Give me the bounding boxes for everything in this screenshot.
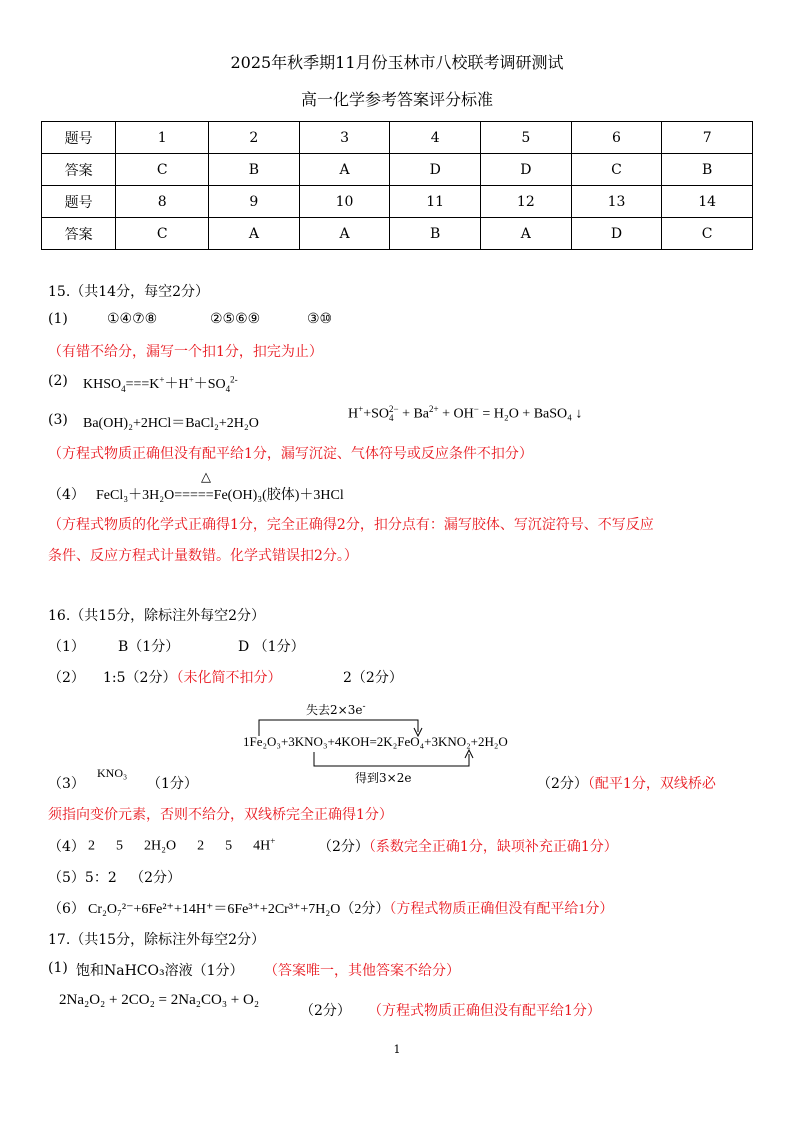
q15-p1-answer-a: ①④⑦⑧ <box>107 311 158 327</box>
table-cell: 6 <box>571 122 662 154</box>
q15-p4-equation: FeCl₃＋3H₂O=====Fe(OH)₃(胶体)＋3HCl <box>96 488 344 503</box>
q16-p1-answer-a: B（1分） <box>118 639 180 655</box>
q15-heading: 15.（共14分，每空2分） <box>48 284 209 300</box>
table-row-header: 题号 <box>42 122 116 154</box>
table-cell: A <box>299 218 390 250</box>
q15-p3-note: （方程式物质正确但没有配平给1分，漏写沉淀、气体符号或反应条件不扣分） <box>48 446 533 462</box>
table-cell: D <box>571 218 662 250</box>
table-cell: B <box>209 154 300 186</box>
q15-p1-answer-b: ②⑤⑥⑨ <box>210 311 261 327</box>
q16-p2-note: （未化简不扣分） <box>176 670 282 686</box>
page-title: 2025年秋季期11月份玉林市八校联考调研测试 <box>230 53 564 72</box>
table-row-header: 答案 <box>42 218 116 250</box>
q16-p2-label: （2） <box>48 670 85 686</box>
table-cell: 11 <box>390 186 481 218</box>
q15-p1-answer-c: ③⑩ <box>307 311 333 327</box>
q15-p2-label: (2) <box>48 373 68 389</box>
q17-p1-answer: 饱和NaHCO₃溶液（1分） <box>76 963 244 979</box>
table-cell: 3 <box>299 122 390 154</box>
q16-p4-note: （系数完全正确1分，缺项补充正确1分） <box>368 839 618 855</box>
q16-heading: 16.（共15分，除标注外每空2分） <box>48 608 265 624</box>
q16-p2-answer-b: 2（2分） <box>343 670 403 686</box>
table-cell: B <box>662 154 753 186</box>
q16-p1-answer-b: D （1分） <box>238 639 305 655</box>
table-cell: 1 <box>116 122 209 154</box>
table-cell: 5 <box>481 122 572 154</box>
q16-p4-label: （4） <box>48 839 85 855</box>
heat-delta-symbol: △ <box>201 470 211 485</box>
table-cell: B <box>390 218 481 250</box>
q17-equation-score: （2分） <box>300 1003 351 1019</box>
table-cell: A <box>481 218 572 250</box>
q16-p4-score: （2分）（系数完全正确1分，缺项补充正确1分） <box>318 839 618 855</box>
q15-p4-note-line1: （方程式物质的化学式正确得1分，完全正确得2分，扣分点有：漏写胶体、写沉淀符号、不写反应 <box>48 517 654 533</box>
q16-p5: （5）5：2 （2分） <box>48 870 181 886</box>
table-row <box>42 186 753 218</box>
bridge-equation: 1Fe₂O₃+3KNO₃+4KOH=2K₂FeO₄+3KNO₂+2H₂O <box>243 734 508 749</box>
table-cell: 7 <box>662 122 753 154</box>
table-cell: A <box>299 154 390 186</box>
table-cell: 4 <box>390 122 481 154</box>
table-cell: 14 <box>662 186 753 218</box>
q16-p6-note: （方程式物质正确但没有配平给1分） <box>389 902 614 917</box>
q17-p1-label: (1) <box>48 960 68 976</box>
q16-p3-label: （3） <box>48 776 85 792</box>
table-cell: C <box>662 218 753 250</box>
q16-p2-answer-a: 1:5（2分）（未化简不扣分） <box>103 670 282 686</box>
q16-p6-equation: Cr₂O₇²⁻+6Fe²⁺+14H⁺＝6Fe³⁺+2Cr³⁺+7H₂O（2分）（方程式物质正确但没有配平给1分） <box>88 902 614 917</box>
bridge-lost-electrons-label: 失去2×3e- <box>306 702 366 717</box>
table-cell: 9 <box>209 186 300 218</box>
answer-table <box>41 121 753 250</box>
q15-p4-label: （4） <box>48 487 85 503</box>
q16-p6-label: （6） <box>48 901 85 917</box>
q16-p3-score: （1分） <box>147 776 198 792</box>
bridge-gained-electrons-label: 得到3×2e <box>355 771 412 785</box>
page-subtitle: 高一化学参考答案评分标准 <box>300 90 493 109</box>
q16-p3-kno3: KNO₃ <box>97 766 128 780</box>
table-cell: A <box>209 218 300 250</box>
table-row-header: 答案 <box>42 154 116 186</box>
q16-p3-score2: （2分）（配平1分，双线桥必 <box>537 776 716 792</box>
table-cell: D <box>390 154 481 186</box>
table-cell: 10 <box>299 186 390 218</box>
table-row <box>42 122 753 154</box>
q15-p3-label: (3) <box>48 412 68 428</box>
table-cell: C <box>571 154 662 186</box>
table-cell: D <box>481 154 572 186</box>
q17-equation: 2Na₂O₂ + 2CO₂ = 2Na₂CO₃ + O₂ <box>59 992 260 1008</box>
q15-p3-equation-ionic: H++SO 2− 4 + $Ba^{2+} + OH^- = H_2O$ + BaSO₄ ↓ <box>348 404 583 424</box>
q15-p3-equation-molecular: Ba(OH)₂+2HCl＝BaCl₂+2H₂O <box>83 416 259 431</box>
q17-equation-note: （方程式物质正确但没有配平给1分） <box>368 1003 601 1019</box>
q15-p2-equation: $KHSO_4===K^++H^++SO_4^{2-}$ <box>83 374 238 394</box>
q16-p3-note-line2: 须指向变价元素，否则不给分，双线桥完全正确得1分） <box>48 807 393 823</box>
q15-p1-note: （有错不给分，漏写一个扣1分，扣完为止） <box>48 344 323 360</box>
q15-p1-label: (1) <box>48 311 68 327</box>
q16-p4-answer: 2 5 2H₂O 2 5 4H+ <box>88 836 276 854</box>
table-cell: 12 <box>481 186 572 218</box>
q17-heading: 17.（共15分，除标注外每空2分） <box>48 932 265 948</box>
page-number: 1 <box>393 1043 401 1056</box>
q16-p3-note-line1: （配平1分，双线桥必 <box>587 776 716 792</box>
table-row <box>42 218 753 250</box>
q17-p1-note: （答案唯一，其他答案不给分） <box>264 963 460 979</box>
q16-p1-label: （1） <box>48 639 85 655</box>
table-cell: 8 <box>116 186 209 218</box>
table-cell: C <box>116 218 209 250</box>
table-cell: 2 <box>209 122 300 154</box>
table-row <box>42 154 753 186</box>
q15-p4-note-line2: 条件、反应方程式计量数错。化学式错误扣2分。） <box>48 548 358 564</box>
table-row-header: 题号 <box>42 186 116 218</box>
table-cell: C <box>116 154 209 186</box>
table-cell: 13 <box>571 186 662 218</box>
